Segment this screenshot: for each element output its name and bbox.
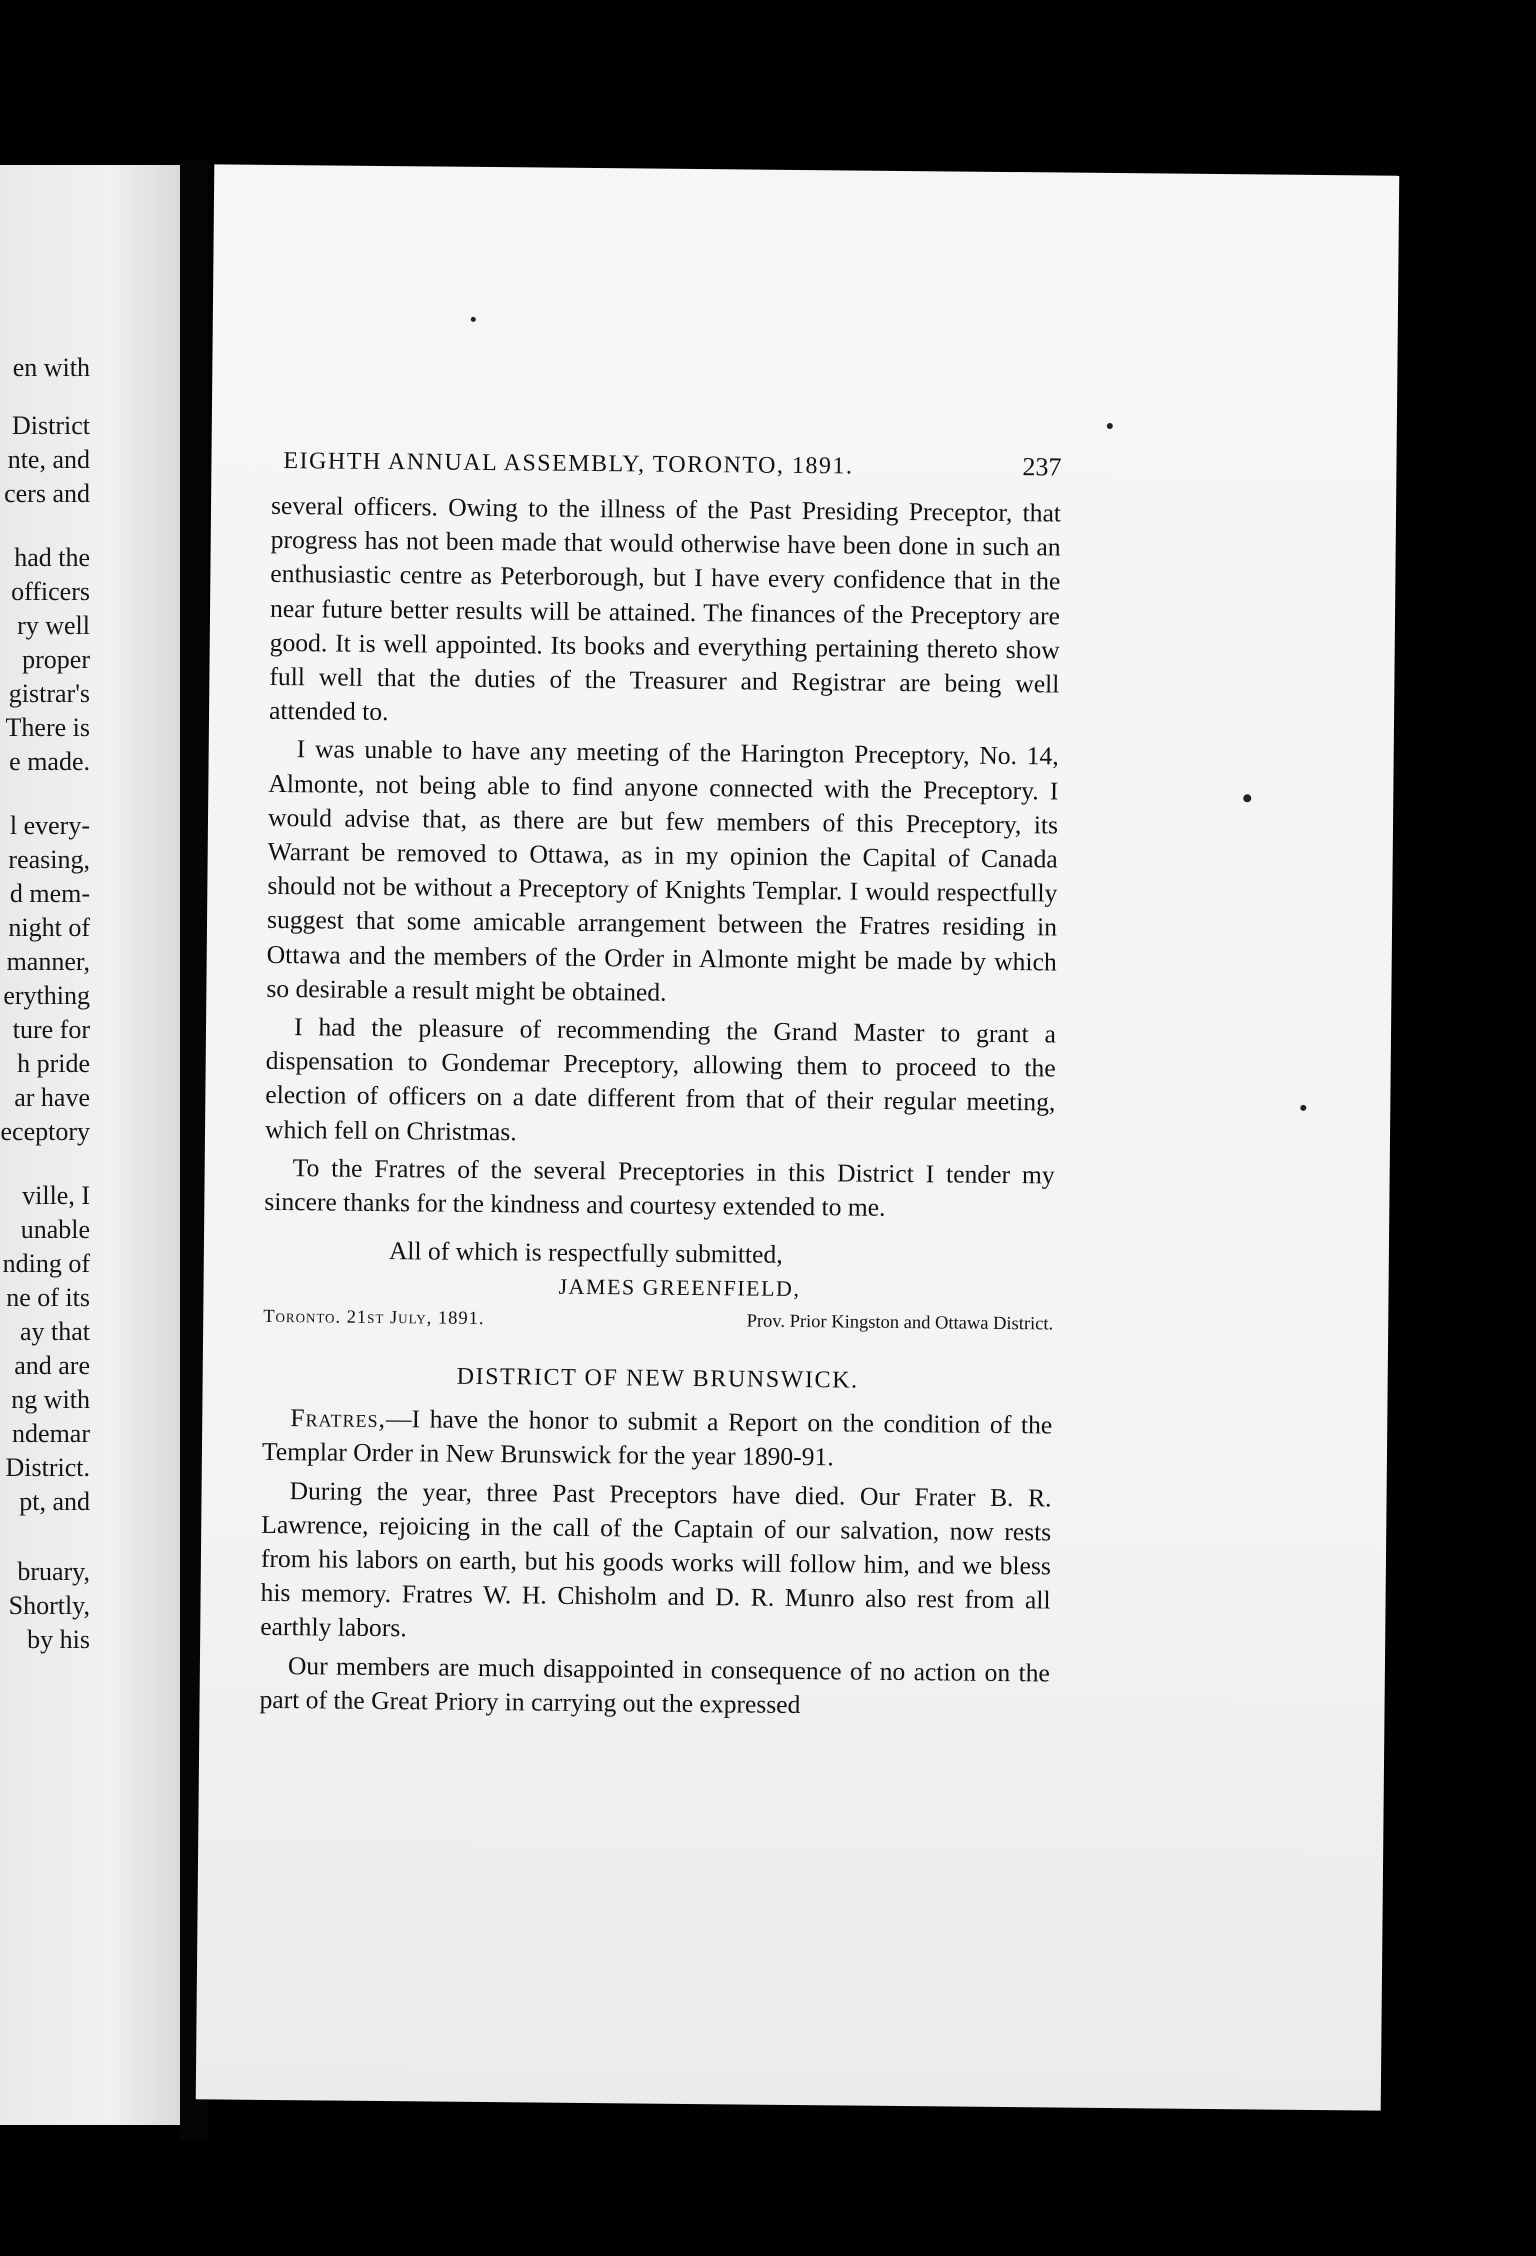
salutation: Fratres, <box>290 1403 387 1434</box>
facing-line: erything <box>3 981 90 1010</box>
running-header <box>271 445 1061 483</box>
facing-line: nte, and <box>7 445 90 474</box>
facing-line: ay that <box>19 1317 90 1346</box>
signer-title: Prov. Prior Kingston and Ottawa District. <box>746 1311 1054 1335</box>
body-paragraph: To the Fratres of the several Preceptories in this District I tender my sincere thanks for the kindness and courtesy extended to me. <box>264 1153 1055 1222</box>
facing-line: eceptory <box>0 1117 90 1146</box>
facing-line: gistrar's <box>8 679 90 708</box>
facing-line: proper <box>22 645 90 674</box>
facing-line: ry well <box>17 611 90 640</box>
page-number: 237 <box>1022 452 1062 482</box>
text-column <box>259 445 1061 1725</box>
section-paragraph: Our members are much disappointed in consequence of no action on the part of the Great Priory in carrying out the expressed <box>259 1650 1051 1719</box>
facing-page <box>0 165 180 2125</box>
facing-line: ar have <box>14 1083 90 1112</box>
scan-speck <box>1300 1105 1306 1111</box>
facing-line: District. <box>5 1453 90 1482</box>
facing-line: l every- <box>9 811 90 840</box>
facing-line: h pride <box>17 1049 90 1078</box>
running-title: EIGHTH ANNUAL ASSEMBLY, TORONTO, 1891. <box>283 448 854 480</box>
body-paragraph: I was unable to have any meeting of the Harington Preceptory, No. 14, Almonte, not being able to find anyone connected with the Preceptory. I would advise that, as there are but few members of this Preceptory, its Warrant be removed to Ottawa, as in my opinion the Capital of Canada should not be without a Preceptory of Knights Templar. I would respectfully suggest that some amicable arrangement between the Fratres residing in Ottawa and the members of the Order in Almonte might be made by which so desirable a result might be obtained. <box>266 734 1059 1007</box>
section-paragraph <box>262 1401 1053 1477</box>
facing-line: There is <box>5 713 90 742</box>
facing-line: e made. <box>9 747 90 776</box>
closing-line: All of which is respectfully submitted, <box>388 1236 783 1270</box>
signature-row <box>263 1307 1053 1336</box>
facing-line: by his <box>27 1625 90 1654</box>
facing-line: manner, <box>6 947 90 976</box>
facing-line: Shortly, <box>8 1591 90 1620</box>
scan-speck <box>471 317 476 322</box>
facing-line: unable <box>20 1215 90 1244</box>
facing-line: pt, and <box>19 1487 90 1516</box>
facing-line: ville, I <box>22 1181 90 1210</box>
facing-line: night of <box>8 913 90 942</box>
section-paragraph: During the year, three Past Preceptors have died. Our Frater B. R. Lawrence, rejoicing in the call of the Captain of our salvation, now rests from his labors on earth, but his goods works will follow him, and we bless his memory. Fratres W. H. Chisholm and D. R. Munro also rest from all earthly labors. <box>260 1475 1052 1643</box>
facing-line: ne of its <box>6 1283 90 1312</box>
facing-line: District <box>12 411 90 440</box>
document-page <box>196 164 1400 2110</box>
body-paragraph: several officers. Owing to the illness of the Past Presiding Preceptor, that progress has not been made that would otherwise have been done in such an enthusiastic centre as Peterborough, but I have every confidence that in the near future better results will be attained. The finances of the Preceptory are good. It is well appointed. Its books and everything pertaining thereto show full well that the duties of the Treasurer and Registrar are being well attended to. <box>268 490 1062 727</box>
scan-speck <box>1243 794 1251 802</box>
facing-line: had the <box>14 543 90 572</box>
facing-line: nding of <box>2 1249 90 1278</box>
facing-line: reasing, <box>8 845 90 874</box>
facing-line: ng with <box>11 1385 90 1414</box>
facing-line: en with <box>12 353 90 382</box>
facing-line: d mem- <box>9 879 90 908</box>
section-paragraph-text: —I have the honor to submit a Report on the condition of the Templar Order in New Brunswick for the year 1890-91. <box>261 1404 1053 1472</box>
facing-line: ndemar <box>12 1419 90 1448</box>
signer-name: JAMES GREENFIELD, <box>558 1273 801 1302</box>
facing-line: ture for <box>12 1015 90 1044</box>
facing-line: cers and <box>4 479 90 508</box>
body-paragraph: I had the pleasure of recommending the Grand Master to grant a dispensation to Gondemar Preceptory, allowing them to proceed to the election of officers on a date different from that of their regular meeting, which fell on Christmas. <box>264 1012 1057 1146</box>
place-date: Toronto. 21st July, 1891. <box>263 1307 485 1330</box>
facing-line: and are <box>14 1351 90 1380</box>
facing-line: bruary, <box>17 1557 90 1586</box>
scan-speck <box>1107 423 1113 429</box>
section-heading: DISTRICT OF NEW BRUNSWICK. <box>456 1364 859 1394</box>
facing-line: officers <box>11 577 90 606</box>
